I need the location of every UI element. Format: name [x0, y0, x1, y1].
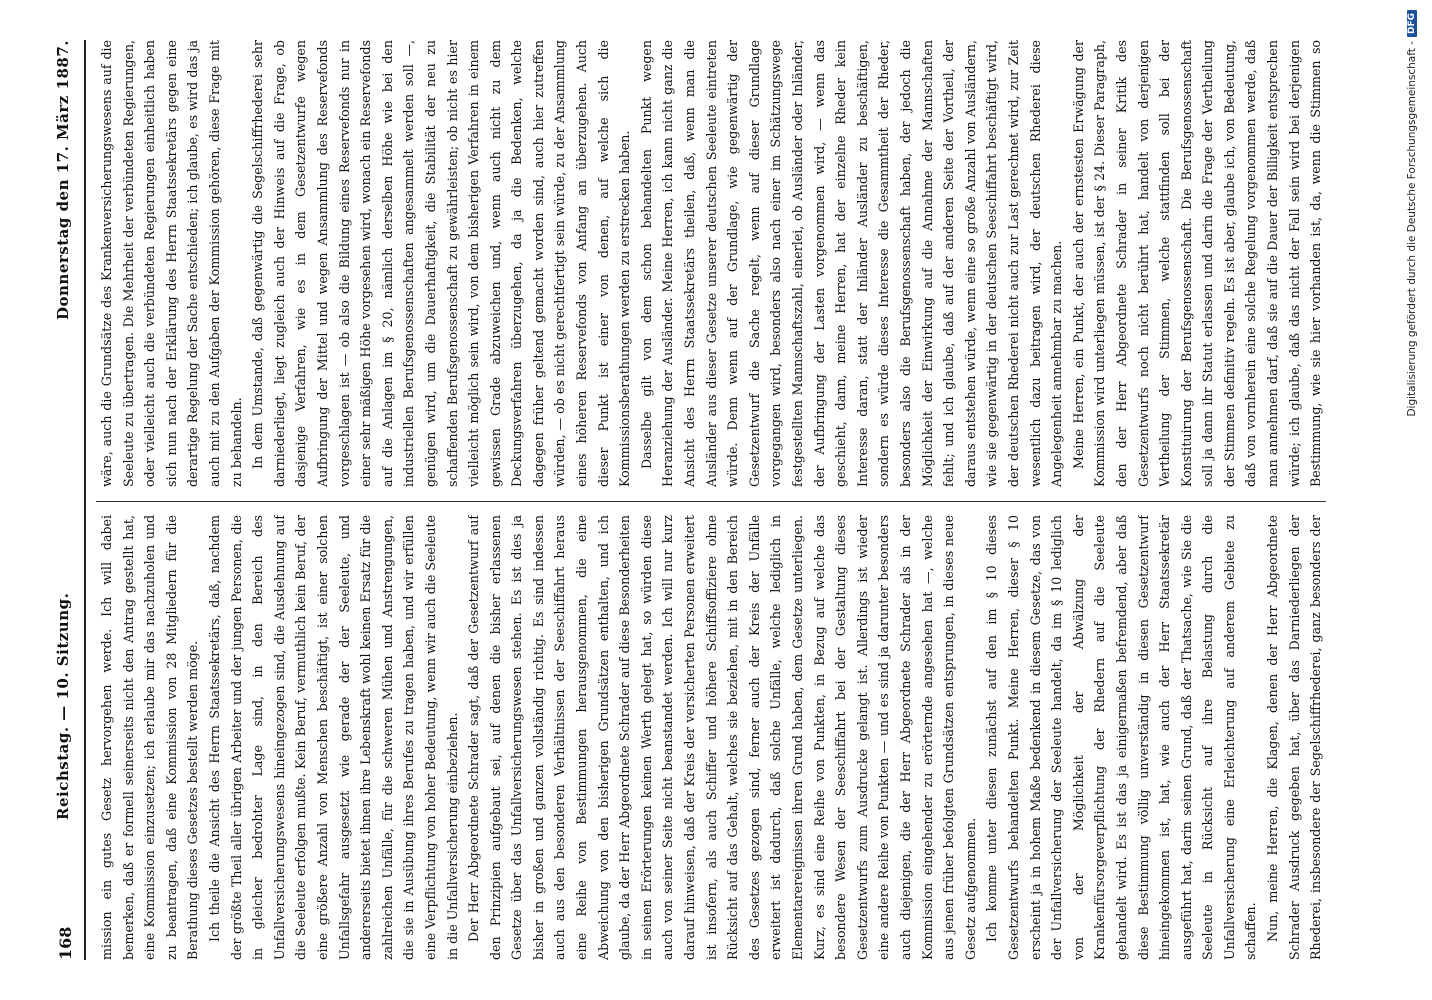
page-header	[50, 40, 80, 960]
paragraph: Nun, meine Herren, die Klagen, denen der Herr Abgeordnete Schrader Ausdruck gegeben hat, über das Darniederliegen der Rhederei, insbesondere der Segelschiffrhederei, ganz besonders der	[1265, 515, 1324, 960]
credit-text: Digitalisierung gefördert durch die Deutsche Forschungsgemeinschaft -	[1406, 41, 1418, 417]
dfg-logo: DFG	[1407, 10, 1417, 37]
paragraph: Ich theile die Ansicht des Herrn Staatssekretärs, daß, nachdem der größte Theil aller übrigen Arbeiter und der jungen Personen, die in gleicher bedrohter Lage sind, in den Bereich des Unfallversicherungswesens hineingezogen sind, die Ausdehnung auf die Seeleute erfolgen mußte. Kein Beruf, vermuthlich kein Beruf, der eine größere Anzahl von Menschen beschäftigt, ist einer solchen Unfallsgefahr ausgesetzt wie gerade der der Seeleute, und andererseits bietet ihnen ihre Lebenskraft wohl keinen Ersatz für die zahlreichen Unfälle, für die schweren Mühen und Anstrengungen, die sie in Ausübung ihres Berufes zu tragen haben, und wir erfüllen eine Verpflichtung von hoher Bedeutung, wenn wir auch die Seeleute in die Unfallversicherung einbeziehen.	[206, 515, 460, 960]
page-number: 168	[56, 926, 75, 960]
session-date: Donnerstag den 17. März 1887.	[54, 40, 72, 320]
paragraph: Dasselbe gilt von dem schon behandelten Punkt wegen Heranziehung der Ausländer. Meine Herren, ich kann nicht ganz die Ansicht des Herrn Staatssekretärs theilen, daß, wenn man die Ausländer aus dieser Gesetze unserer deutschen Seeleute eintreten würde. Denn wenn auf der Grundlage, wie gegenwärtig der Gesetzentwurf die Sache regelt, wenn auf dieser Grundlage vorgegangen wird, besonders also nach einer im Schätzungswege festgestellten Mannschaftszahl, einerlei, ob Ausländer oder Inländer, der Aufbringung der Lasten vorgenommen wird, — wenn das geschieht, dann, meine Herren, hat der einzelne Rheder kein Interesse daran, statt der Inländer Ausländer zu beschäftigen, sondern es würde dieses Interesse die Gesammtheit der Rheder, besonders also die Berufsgenossenschaft haben, der jedoch die Möglichkeit der Einwirkung auf die Annahme der Mannschaften fehlt; und ich glaube, daß auf der anderen Seite der Vortheil, der daraus entstehen würde, wenn eine so große Anzahl von Ausländern, wie sie gegenwärtig in der deutschen Seeschiffahrt beschäftigt wird, der deutschen Rhederei nicht auch zur Last gerechnet wird, zur Zeit wesentlich dazu beitragen wird, der deutschen Rhederei diese Angelegenheit annehmbar zu machen.	[638, 40, 1065, 487]
paragraph: mission ein gutes Gesetz hervorgehen werde. Ich will dabei bemerken, daß er formell seinerseits nicht den Antrag gestellt hat, eine Kommission einzusetzen; ich erlaube mir das nachzuholen und zu beantragen, daß eine Kommission von 28 Mitgliedern für die Berathung dieses Gesetzes bestellt werden möge.	[99, 515, 201, 960]
column-divider	[96, 501, 1326, 502]
header-rule	[84, 40, 86, 960]
paragraph: Ich komme unter diesen zunächst auf den im § 10 dieses Gesetzentwurfs behandelten Punkt. Meine Herren, dieser § 10 erscheint ja in hohem Maße bedenkend in diesem Gesetze, das von der Unfallversicherung der Seeleute handelt, da im § 10 lediglich von der Möglichkeit der Abwälzung der Krankenfürsorgeverpflichtung der Rhedern auf die Seeleute gehandelt wird. Es ist das ja einigermaßen befremdend, aber daß diese Bestimmung völlig unverständig in diesen Gesetzentwurf hineingekommen ist, hat, wie auch der Herr Staatssekretär ausgeführt hat, darin seinen Grund, daß der Thatsache, wie Sie die Seeleute in Rücksicht auf ihre Belastung durch die Unfallversicherung eine Erleichterung auf anderem Gebiete zu schaffen.	[984, 515, 1259, 960]
paragraph: wäre, auch die Grundsätze des Krankenversicherungswesens auf die Seeleute zu übertragen. Die Mehrheit der verbündeten Regierungen, oder vielleicht auch die verbündeten Regierungen einheitlich haben sich nun nach der Erklärung des Herrn Staatssekretärs gegen eine derartige Regelung der Sache entschieden; ich glaube, es wird das ja auch mit zu den Aufgaben der Kommission gehören, diese Frage mit zu behandeln.	[99, 40, 244, 487]
digitization-credit	[1406, 10, 1422, 990]
paragraph: Meine Herren, ein Punkt, der auch der ernstesten Erwägung der Kommission wird unterliegen müssen, ist der § 24. Dieser Paragraph, den der Herr Abgeordnete Schrader in seiner Kritik des Gesetzentwurfs noch nicht berührt hat, handelt von derjenigen Vertheilung der Stimmen, welche stattfinden soll bei der Konstituirung der Berufsgenossenschaft. Die Berufsgenossenschaft soll ja dann ihr Statut erlassen und darin die Frage der Vertheilung der Stimmen definitiv regeln. Es ist aber, glaube ich, von Bedeutung, daß von vornherein eine solche Regelung vorgenommen werde, daß man annehmen darf, daß sie auf die Dauer der Billigkeit entsprechen würde; ich glaube, daß das nicht der Fall sein wird bei derjenigen Bestimmung, wie sie hier vorhanden ist, da, wenn die Stimmen so	[1070, 40, 1324, 487]
paragraph: Der Herr Abgeordnete Schrader sagt, daß der Gesetzentwurf auf den Prinzipien aufgebaut sei, auf denen die bisher erlassenen Gesetze über das Unfallversicherungswesen stehen. Es ist dies ja bisher in großen und ganzen vollständig richtig. Es sind indessen auch aus den besonderen Verhältnissen der Seeschiffahrt heraus eine Reihe von Bestimmungen herausgenommen, die eine Abweichung von den bisherigen Grundsätzen enthalten, und ich glaube, da der Herr Abgeordnete Schrader auf diese Besonderheiten in seinen Erörterungen keinen Werth gelegt hat, so würden diese auch von seiner Seite nicht beanstandet werden. Ich will nur kurz darauf hinweisen, daß der Kreis der versicherten Personen erweitert ist insofern, als auch Schiffer und höhere Schiffsoffiziere ohne Rücksicht auf das Gehalt, welches sie beziehen, mit in den Bereich des Gesetzes gezogen sind, ferner auch der Kreis der Unfälle erweitert ist dadurch, daß solche Unfälle, welche lediglich in Elementarereignissen ihren Grund haben, dem Gesetze unterliegen. Kurz, es sind eine Reihe von Punkten, in Bezug auf welche das besondere Wesen der Seeschiffahrt bei der Gestaltung dieses Gesetzentwurfs zum Ausdrucke gelangt ist. Allerdings ist wieder eine andere Reihe von Punkten — und es sind ja darunter besonders auch diejenigen, die der Herr Abgeordnete Schrader als in der Kommission eingehender zu erörternde angesehen hat —, welche aus jenen früher befolgten Grundsätzen entsprungen, in dieses neue Gesetz aufgenommen.	[466, 515, 978, 960]
paragraph: In dem Umstande, daß gegenwärtig die Segelschiffrhederei sehr darniederliegt, liegt zugleich auch der Hinweis auf die Frage, ob dasjenige Verfahren, wie es in dem Gesetzentwurfe wegen Aufbringung der Mittel und wegen Ansammlung des Reservefonds vorgeschlagen ist — ob also die Bildung eines Reservefonds nur in einer sehr mäßigen Höhe vorgesehen wird, wonach ein Reservefonds auf die Anlagen im § 20, nämlich derselben Höhe wie bei den industriellen Berufsgenossenschaften angesammelt werden soll —, genügen wird, um die Dauerhaftigkeit, die Stabilität der neu zu schaffenden Berufsgenossenschaft zu gewährleisten; ob nicht es hier vielleicht möglich sein wird, von dem bisherigen Verfahren in einem gewissen Grade abzuweichen und, wenn auch nicht zu dem Deckungsverfahren überzugehen, da ja die Bedenken, welche dagegen früher geltend gemacht worden sind, auch hier zutreffen würden, — ob es nicht gerechtfertigt sein würde, zu der Ansammlung eines höheren Reservefonds von Anfang an überzugehen. Auch dieser Punkt ist einer von denen, auf welche sich die Kommissionsberathungen werden zu erstrecken haben.	[250, 40, 633, 487]
session-title: Reichstag. — 10. Sitzung.	[54, 592, 72, 820]
right-column	[96, 40, 1326, 487]
left-column	[96, 515, 1326, 960]
